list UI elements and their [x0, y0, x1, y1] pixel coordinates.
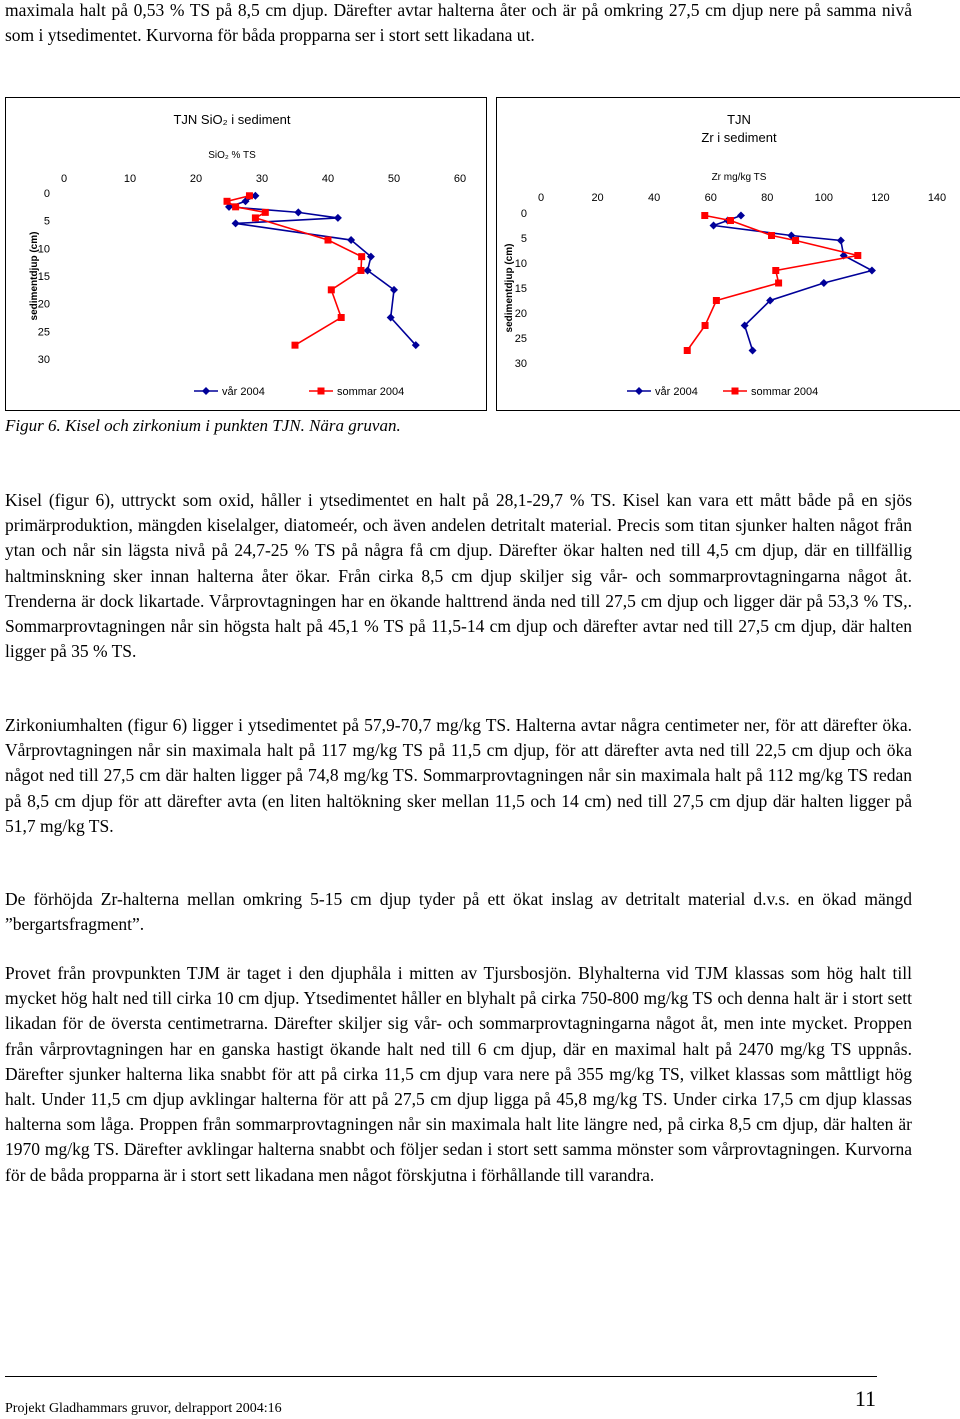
- chart1-xtick-label: 20: [591, 192, 604, 204]
- chart0-xtick-label: 40: [321, 173, 335, 185]
- chart0-ytick-label: 0: [43, 188, 50, 200]
- chart0-ytick-label: 15: [37, 271, 50, 283]
- chart-zr: [497, 98, 960, 410]
- chart0-point-summer: [246, 192, 253, 199]
- chart-zr-frame: [496, 97, 960, 411]
- chart1-point-spring: [749, 347, 757, 355]
- chart1-point-spring: [820, 279, 828, 287]
- chart1-ytick-label: 5: [520, 233, 527, 245]
- chart0-point-spring: [232, 219, 240, 227]
- chart0-legend-label: sommar 2004: [337, 386, 405, 398]
- chart1-point-spring: [710, 222, 718, 230]
- chart1-legend-marker-summer: [732, 388, 739, 395]
- chart1-point-summer: [727, 217, 734, 224]
- chart0-point-summer: [292, 342, 299, 349]
- chart1-point-summer: [713, 297, 720, 304]
- chart1-point-summer: [684, 347, 691, 354]
- chart1-point-summer: [854, 252, 861, 259]
- chart0-point-spring: [334, 214, 342, 222]
- chart0-point-summer: [358, 253, 365, 260]
- chart1-point-summer: [772, 267, 779, 274]
- chart1-subtitle: Zr i sediment: [701, 130, 777, 145]
- paragraph-silicon: Kisel (figur 6), uttryckt som oxid, håller i ytsedimentet en halt på 28,1-29,7 % TS. Kisel kan vara ett mått både på en sjös primärproduktion, mängden kiselalger, diatomeér, och även andelen detritalt material. Precis som titan sjunker halten något från ytan och når sin lägsta nivå på 24,7-25 % TS på några få cm djup. Därefter ökar halten ned till 4,5 cm djup, där en tillfällig haltminskning sker innan halterna åter ökar. Från cirka 8,5 cm djup skiljer sig vår- och sommarprovtagningarna något åt. Trenderna är dock likartade. Vårprovtagningen har en ökande halttrend ända ned till 27,5 cm djup och ligger där på 53,3 % TS,. Sommarprovtagningen når sin högsta halt på 45,1 % TS på 11,5-14 cm djup och därefter avtar ned till 27,5 cm djup, där halten ligger på 35 % TS.: [5, 490, 912, 662]
- figure-caption: Figur 6. Kisel och zirkonium i punkten TJN. Nära gruvan.: [5, 416, 401, 435]
- chart0-point-summer: [338, 314, 345, 321]
- chart1-ytick-label: 30: [514, 358, 527, 370]
- chart0-ytick-label: 25: [37, 326, 50, 339]
- chart0-xtick-label: 20: [189, 173, 203, 185]
- chart0-point-summer: [325, 237, 332, 244]
- chart0-xtick-label: 30: [255, 173, 269, 185]
- chart0-xtick-label: 0: [60, 173, 68, 185]
- chart1-xtick-label: 120: [871, 192, 890, 204]
- chart-sio2-frame: [5, 97, 487, 411]
- chart1-title: TJN: [727, 112, 751, 127]
- chart0-title: TJN SiO₂ i sediment: [173, 112, 291, 127]
- chart0-ylabel: sedimentdjup (cm): [29, 231, 40, 321]
- chart1-point-summer: [775, 280, 782, 287]
- paragraph-tjm-lead: Provet från provpunkten TJM är taget i den djuphåla i mitten av Tjursbosjön. Blyhalterna vid TJM klassas som hög halt till mycket hög halt ned till cirka 10 cm djup. Ytsedimentet håller en blyhalt på cirka 750-800 mg/kg TS och denna halt är i stort sett likadan för de översta centimetrarna. Därefter skiljer sig vår- och sommarprovtagningarna något åt, men inte mycket. Proppen från vårprovtagningen har en ganska hastigt ökande halt ned till 6 cm djup, där en maximal halt på 2470 mg/kg TS uppnås. Därefter sjunker halterna lika snabbt för att på cirka 11,5 cm djup vara nere på 355 mg/kg TS, vilket klassas som måttligt hög halt. Under 11,5 cm djup avklingar halterna för att på 27,5 cm djup ligga på 45,8 mg/kg TS. Under cirka 17,5 cm djup klassas halterna som låga. Proppen från sommarprovtagningen når sin maximala halt lite längre ned, på cirka 8,5 cm djup, där halten är 1970 mg/kg TS. Därefter avklingar halterna snabbt och följer sedan i stort sett samma mönster som vårprovtagningen. Kurvorna för de båda propparna är i stort sett likadana men något förskjutna i förhållande till varandra.: [5, 963, 912, 1185]
- chart0-point-summer: [262, 209, 269, 216]
- chart1-point-spring: [737, 212, 745, 220]
- chart1-ytick-label: 10: [514, 258, 527, 270]
- paragraph-zr-interpretation: De förhöjda Zr-halterna mellan omkring 5-15 cm djup tyder på ett ökat inslag av detritalt material d.v.s. en ökad mängd ”bergartsfragment”.: [5, 889, 912, 935]
- page-number: 11: [854, 1386, 876, 1411]
- chart0-legend-marker-spring: [202, 387, 210, 395]
- chart1-xtick-label: 140: [927, 192, 947, 204]
- chart1-ylabel: sedimentdjup (cm): [504, 243, 515, 333]
- chart1-point-spring: [868, 267, 876, 275]
- top-text: maximala halt på 0,53 % TS på 8,5 cm djup. Därefter avtar halterna åter och är på omkring 27,5 cm djup nere på samma nivå som i ytsedimentet. Kurvorna för båda propparna ser i stort sett likadana ut.: [5, 0, 912, 46]
- chart1-ytick-label: 15: [514, 283, 527, 295]
- chart0-xtick-label: 60: [453, 173, 467, 185]
- chart1-point-spring: [837, 237, 845, 245]
- chart0-xtick-label: 10: [123, 173, 137, 185]
- chart1-xtick-label: 100: [814, 192, 834, 204]
- footer-divider: [5, 1376, 877, 1377]
- chart0-ytick-label: 10: [37, 243, 50, 256]
- chart1-xtick-label: 0: [537, 192, 545, 204]
- chart0-point-summer: [328, 286, 335, 293]
- chart0-xlabel: SiO₂ % TS: [208, 150, 256, 161]
- chart0-point-spring: [294, 208, 302, 216]
- chart1-point-summer: [768, 232, 775, 239]
- chart1-legend-label: sommar 2004: [751, 386, 819, 398]
- chart0-point-summer: [252, 214, 259, 221]
- chart0-ytick-label: 20: [37, 298, 50, 311]
- footer-report-title: Projekt Gladhammars gruvor, delrapport 2004:16: [5, 1401, 282, 1416]
- chart1-xlabel: Zr mg/kg TS: [711, 172, 767, 183]
- chart1-xtick-label: 40: [648, 192, 661, 204]
- chart0-legend-label: vår 2004: [222, 386, 265, 398]
- chart0-legend-marker-summer: [318, 388, 325, 395]
- paragraph-zirconium: Zirkoniumhalten (figur 6) ligger i ytsedimentet på 57,9-70,7 mg/kg TS. Halterna avtar några centimeter ner, för att därefter öka. Vårprovtagningen når sin maximala halt på 117 mg/kg TS på 11,5 cm djup, för att därefter avta ned till 22,5 cm djup och öka något ned till 27,5 cm där halten ligger på 74,8 mg/kg TS. Sommarprovtagningen når sin maximala halt på 112 mg/kg TS redan på 8,5 cm djup för att därefter avta (en liten haltökning sker mellan 11,5 och 14 cm) ned till 27,5 cm djup där halten ligger på 51,7 mg/kg TS.: [5, 715, 912, 836]
- chart0-point-summer: [224, 198, 231, 205]
- chart1-legend-marker-spring: [635, 387, 643, 395]
- chart0-point-summer: [232, 203, 239, 210]
- chart1-point-summer: [792, 237, 799, 244]
- chart1-legend-label: vår 2004: [655, 386, 698, 398]
- chart1-ytick-label: 20: [514, 308, 527, 320]
- chart1-point-summer: [701, 212, 708, 219]
- chart-sio2: [6, 98, 486, 410]
- chart0-xtick-label: 50: [387, 173, 401, 185]
- chart1-ytick-label: 0: [520, 208, 527, 220]
- chart1-point-summer: [702, 322, 709, 329]
- chart1-xtick-label: 80: [761, 192, 774, 204]
- chart1-xtick-label: 60: [704, 192, 717, 204]
- chart0-point-summer: [358, 267, 365, 274]
- chart1-ytick-label: 25: [514, 333, 527, 345]
- chart0-ytick-label: 30: [37, 354, 50, 366]
- chart0-ytick-label: 5: [43, 215, 50, 228]
